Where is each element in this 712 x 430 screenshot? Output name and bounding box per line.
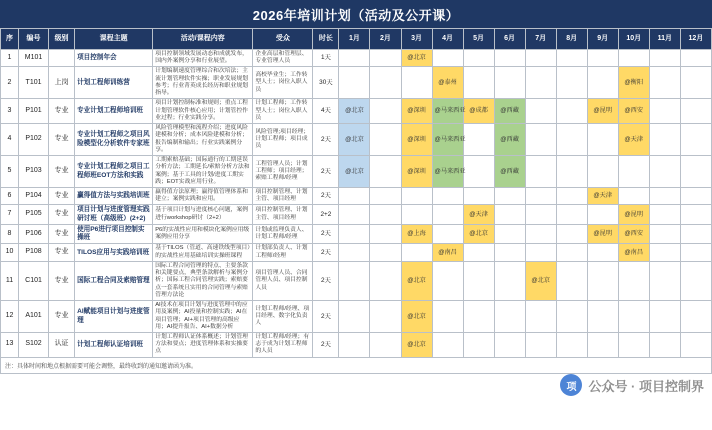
cell-month-10: @昆明 [618, 205, 649, 224]
cell-month-12 [680, 261, 711, 300]
cell-month-2 [370, 301, 401, 333]
cell-month-2 [370, 156, 401, 188]
cell-month-3 [401, 205, 432, 224]
column-header-seq: 序 [1, 29, 19, 50]
cell-audience: 计划工程师/经理；有志于成为计划工程师的人员 [253, 332, 313, 357]
cell-month-6: @西藏 [494, 124, 525, 156]
table-header-row [1, 29, 712, 50]
column-header-level: 级别 [49, 29, 75, 50]
cell-month-10: @天津 [618, 124, 649, 156]
cell-month-8 [556, 244, 587, 261]
cell-topic: 计划工程师认证培训班 [75, 332, 153, 357]
cell-month-1 [339, 244, 370, 261]
cell-month-8 [556, 67, 587, 99]
cell-audience: 高校毕业生；工作转型人士；岗位入职人员 [253, 67, 313, 99]
cell-month-1 [339, 50, 370, 67]
cell-month-1: @北京 [339, 99, 370, 124]
cell-month-12 [680, 332, 711, 357]
cell-month-11 [649, 301, 680, 333]
cell-month-10: @西安 [618, 99, 649, 124]
cell-duration: 2天 [313, 301, 339, 333]
cell-month-2 [370, 99, 401, 124]
cell-month-12 [680, 156, 711, 188]
table-row [1, 187, 712, 204]
table-row [1, 99, 712, 124]
column-header-m3: 3月 [401, 29, 432, 50]
cell-duration: 2天 [313, 156, 339, 188]
cell-month-1 [339, 205, 370, 224]
cell-month-11 [649, 67, 680, 99]
cell-month-10 [618, 50, 649, 67]
cell-month-11 [649, 261, 680, 300]
cell-month-4 [432, 224, 463, 243]
cell-level: 认证 [49, 332, 75, 357]
cell-seq: 2 [1, 67, 19, 99]
cell-month-4: @马来西亚 [432, 156, 463, 188]
cell-month-8 [556, 261, 587, 300]
cell-month-6 [494, 261, 525, 300]
cell-month-6 [494, 301, 525, 333]
cell-month-9: @昆明 [587, 99, 618, 124]
cell-month-1 [339, 332, 370, 357]
table-row [1, 224, 712, 243]
table-body [1, 50, 712, 358]
cell-audience: 项目管理人员、合同管理人员、项目控制人员 [253, 261, 313, 300]
cell-audience: 计划工程师/经理、项目经理、数字化负责人 [253, 301, 313, 333]
cell-month-12 [680, 224, 711, 243]
cell-month-11 [649, 244, 680, 261]
cell-month-7 [525, 50, 556, 67]
cell-month-7 [525, 156, 556, 188]
cell-duration: 2天 [313, 224, 339, 243]
cell-month-9 [587, 50, 618, 67]
cell-duration: 2+2 [313, 205, 339, 224]
cell-code: T101 [19, 67, 49, 99]
watermark-text: 公众号 · 项目控制界 [588, 378, 704, 394]
cell-audience: 项目控制管理、计划主管、项目经理 [253, 205, 313, 224]
watermark [560, 374, 704, 396]
cell-month-10 [618, 156, 649, 188]
column-header-m8: 8月 [556, 29, 587, 50]
cell-topic: 项目控制年会 [75, 50, 153, 67]
cell-month-9 [587, 205, 618, 224]
cell-month-4 [432, 50, 463, 67]
cell-topic: 专业计划工程师之项目风险模型化分析软件专家班 [75, 124, 153, 156]
cell-topic: 赢得值方法与实践培训班 [75, 187, 153, 204]
cell-month-7 [525, 332, 556, 357]
cell-level: 专业 [49, 205, 75, 224]
cell-audience: 计划或监理负责人、计划工程师/经理 [253, 224, 313, 243]
cell-month-2 [370, 224, 401, 243]
cell-topic: 计划工程师训练营 [75, 67, 153, 99]
cell-month-12 [680, 187, 711, 204]
cell-month-12 [680, 244, 711, 261]
cell-month-8 [556, 99, 587, 124]
cell-code: P105 [19, 205, 49, 224]
cell-month-9 [587, 156, 618, 188]
cell-code: A101 [19, 301, 49, 333]
cell-code: S102 [19, 332, 49, 357]
cell-audience: 项目控制管理、计划主管、项目经理 [253, 187, 313, 204]
cell-level: 专业 [49, 301, 75, 333]
cell-code: P106 [19, 224, 49, 243]
cell-month-6 [494, 244, 525, 261]
cell-month-11 [649, 156, 680, 188]
cell-month-7 [525, 124, 556, 156]
cell-level: 专业 [49, 224, 75, 243]
cell-month-6 [494, 205, 525, 224]
column-header-m9: 9月 [587, 29, 618, 50]
table-row [1, 156, 712, 188]
cell-month-3: @深圳 [401, 99, 432, 124]
cell-month-1: @北京 [339, 156, 370, 188]
cell-seq: 13 [1, 332, 19, 357]
cell-month-6: @西藏 [494, 156, 525, 188]
cell-month-3: @北京 [401, 332, 432, 357]
cell-topic: AI赋能项目计划与进度管理 [75, 301, 153, 333]
cell-month-5 [463, 124, 494, 156]
cell-month-10 [618, 301, 649, 333]
cell-month-4 [432, 332, 463, 357]
cell-month-1 [339, 67, 370, 99]
cell-month-12 [680, 205, 711, 224]
cell-month-8 [556, 224, 587, 243]
cell-month-2 [370, 205, 401, 224]
cell-month-12 [680, 301, 711, 333]
cell-month-5 [463, 244, 494, 261]
cell-month-1 [339, 224, 370, 243]
cell-month-2 [370, 244, 401, 261]
cell-level: 专业 [49, 187, 75, 204]
cell-month-2 [370, 332, 401, 357]
cell-month-3: @北京 [401, 261, 432, 300]
cell-month-9 [587, 301, 618, 333]
cell-month-7 [525, 187, 556, 204]
cell-month-2 [370, 50, 401, 67]
table-row [1, 332, 712, 357]
column-header-m5: 5月 [463, 29, 494, 50]
cell-month-4: @马来西亚 [432, 124, 463, 156]
cell-duration: 2天 [313, 261, 339, 300]
cell-month-5: @北京 [463, 224, 494, 243]
cell-month-7 [525, 301, 556, 333]
cell-month-10 [618, 261, 649, 300]
cell-content: 风险管理模型和流程介绍；进度风险建模和分析；成本风险建模和分析；报告编制和输出；行业实践案例分享。 [153, 124, 253, 156]
cell-month-1: @北京 [339, 124, 370, 156]
training-plan-table [0, 28, 712, 358]
cell-topic: 使用P6进行项目控制实操班 [75, 224, 153, 243]
cell-month-2 [370, 187, 401, 204]
cell-code: P103 [19, 156, 49, 188]
cell-month-7 [525, 244, 556, 261]
cell-level: 专业 [49, 261, 75, 300]
cell-month-10 [618, 187, 649, 204]
page-title [0, 0, 712, 28]
cell-month-12 [680, 99, 711, 124]
cell-level: 专业 [49, 99, 75, 124]
cell-level: 上岗 [49, 67, 75, 99]
cell-content: 基于TILOS（管道、高速铁线型项目）的实战性应用基础培训实操班课程 [153, 244, 253, 261]
cell-audience: 企业高层和管理层、专业管理人员 [253, 50, 313, 67]
column-header-m2: 2月 [370, 29, 401, 50]
column-header-dur: 时长 [313, 29, 339, 50]
cell-topic: 专业计划工程师培训班 [75, 99, 153, 124]
column-header-topic: 课程主题 [75, 29, 153, 50]
cell-month-4: @马来西亚 [432, 99, 463, 124]
table-row [1, 124, 712, 156]
cell-month-5 [463, 156, 494, 188]
column-header-code: 编号 [19, 29, 49, 50]
cell-month-11 [649, 332, 680, 357]
cell-topic: 项目计划与进度管理实践研讨班（高级班）(2+2) [75, 205, 153, 224]
cell-seq: 12 [1, 301, 19, 333]
cell-month-9 [587, 261, 618, 300]
cell-month-5 [463, 50, 494, 67]
cell-audience: 工程管理人员；计划工程师；项目经理；索赔工程师/经理 [253, 156, 313, 188]
cell-month-3: @北京 [401, 50, 432, 67]
cell-month-6 [494, 187, 525, 204]
cell-seq: 5 [1, 156, 19, 188]
column-header-m11: 11月 [649, 29, 680, 50]
cell-content: 赢得值方法原理；赢得值管理体系和建立；案例实践和应用。 [153, 187, 253, 204]
cell-month-8 [556, 124, 587, 156]
column-header-m1: 1月 [339, 29, 370, 50]
cell-month-11 [649, 205, 680, 224]
cell-month-1 [339, 301, 370, 333]
table-row [1, 261, 712, 300]
cell-month-11 [649, 50, 680, 67]
cell-month-9 [587, 332, 618, 357]
cell-seq: 10 [1, 244, 19, 261]
cell-seq: 7 [1, 205, 19, 224]
cell-level [49, 50, 75, 67]
cell-month-1 [339, 187, 370, 204]
cell-seq: 6 [1, 187, 19, 204]
cell-seq: 11 [1, 261, 19, 300]
cell-month-5 [463, 187, 494, 204]
column-header-m4: 4月 [432, 29, 463, 50]
cell-month-3 [401, 244, 432, 261]
cell-month-8 [556, 301, 587, 333]
cell-topic: 专业计划工程师之项目工程师班EOT方法和实践 [75, 156, 153, 188]
cell-month-7 [525, 205, 556, 224]
cell-month-6 [494, 332, 525, 357]
cell-month-6 [494, 50, 525, 67]
cell-code: M101 [19, 50, 49, 67]
cell-duration: 2天 [313, 187, 339, 204]
cell-code: P102 [19, 124, 49, 156]
cell-month-2 [370, 261, 401, 300]
cell-content: 国际工程合同管理的特点、主要条款和关键要点，典型条款解析与案例分析；国际工程合同管理实践；索赔要点一套系统且实用的合同管理与索赔管理方法论 [153, 261, 253, 300]
column-header-content: 活动/课程内容 [153, 29, 253, 50]
cell-month-3 [401, 67, 432, 99]
cell-code: P108 [19, 244, 49, 261]
cell-month-7 [525, 224, 556, 243]
cell-level: 专业 [49, 244, 75, 261]
cell-audience: 计划工程师；工作转型人士；岗位入职人员 [253, 99, 313, 124]
cell-month-10: @西安 [618, 224, 649, 243]
cell-month-5 [463, 301, 494, 333]
cell-month-9: @天津 [587, 187, 618, 204]
cell-month-5 [463, 332, 494, 357]
cell-duration: 2天 [313, 332, 339, 357]
cell-month-11 [649, 99, 680, 124]
cell-month-10: @南昌 [618, 244, 649, 261]
table-footnote: 注：具体时间和地点根据需要可能会调整，最终收到的通知邀请函为准。 [0, 358, 712, 374]
cell-month-6 [494, 224, 525, 243]
cell-month-12 [680, 67, 711, 99]
cell-month-6 [494, 67, 525, 99]
cell-month-6: @西藏 [494, 99, 525, 124]
cell-duration: 2天 [313, 124, 339, 156]
cell-month-8 [556, 187, 587, 204]
table-row [1, 301, 712, 333]
cell-month-11 [649, 124, 680, 156]
cell-duration: 2天 [313, 244, 339, 261]
cell-duration: 4天 [313, 99, 339, 124]
cell-audience: 风险管理;项目经理；计划工程师；项目成员 [253, 124, 313, 156]
cell-month-4: @南昌 [432, 244, 463, 261]
cell-month-12 [680, 50, 711, 67]
cell-month-3: @深圳 [401, 156, 432, 188]
cell-duration: 30天 [313, 67, 339, 99]
cell-month-11 [649, 187, 680, 204]
cell-code: C101 [19, 261, 49, 300]
cell-month-11 [649, 224, 680, 243]
column-header-m10: 10月 [618, 29, 649, 50]
cell-month-9 [587, 67, 618, 99]
cell-topic: TILOS应用与实践培训班 [75, 244, 153, 261]
cell-content: 项目控制领域发展动态和成就发布，国内外案例分享和行业展望。 [153, 50, 253, 67]
cell-seq: 8 [1, 224, 19, 243]
cell-month-9 [587, 124, 618, 156]
cell-month-10: @衡阳 [618, 67, 649, 99]
cell-month-12 [680, 124, 711, 156]
cell-level: 专业 [49, 124, 75, 156]
page-title-text: 2026年培训计划（活动及公开课） [252, 7, 460, 23]
cell-month-7 [525, 99, 556, 124]
cell-audience: 计划部负责人、计划工程师/经理 [253, 244, 313, 261]
cell-content: 工期索赔基础；国际通行的工期延误分析方法；工期延长/索赔分析方法和案例；基于工具的计划/进度工期实践；EOT实战应用行业。 [153, 156, 253, 188]
table-row [1, 50, 712, 67]
cell-month-5 [463, 261, 494, 300]
column-header-m7: 7月 [525, 29, 556, 50]
cell-month-5 [463, 67, 494, 99]
cell-month-4: @泰州 [432, 67, 463, 99]
table-row [1, 205, 712, 224]
table-row [1, 67, 712, 99]
cell-month-2 [370, 67, 401, 99]
cell-level: 专业 [49, 156, 75, 188]
cell-month-5: @成都 [463, 99, 494, 124]
cell-seq: 4 [1, 124, 19, 156]
cell-month-9: @昆明 [587, 224, 618, 243]
cell-month-8 [556, 205, 587, 224]
cell-month-8 [556, 332, 587, 357]
cell-month-2 [370, 124, 401, 156]
cell-month-4 [432, 187, 463, 204]
cell-month-1 [339, 261, 370, 300]
table-row [1, 244, 712, 261]
cell-month-4 [432, 205, 463, 224]
cell-content: 项目计划控制标准和规则；重点工程计划管理软件核心应用；计划管控作业过程；行业实践分享。 [153, 99, 253, 124]
cell-month-4 [432, 261, 463, 300]
cell-month-3 [401, 187, 432, 204]
column-header-m12: 12月 [680, 29, 711, 50]
cell-month-9 [587, 244, 618, 261]
cell-content: 基于项目计划与进度核心问题，案例进行workshop研讨（2+2） [153, 205, 253, 224]
cell-seq: 3 [1, 99, 19, 124]
cell-month-10 [618, 332, 649, 357]
cell-month-8 [556, 50, 587, 67]
cell-month-7: @北京 [525, 261, 556, 300]
table-header [1, 29, 712, 50]
cell-month-4 [432, 301, 463, 333]
cell-content: P6的实战性应用和模块化案例应用级案例应用分享 [153, 224, 253, 243]
cell-month-3: @北京 [401, 301, 432, 333]
cell-content: 计划工程师认证体系概述；计划管理方法和要点；进度管理体系和实操要点 [153, 332, 253, 357]
cell-topic: 国际工程合同及索赔管理 [75, 261, 153, 300]
cell-month-3: @深圳 [401, 124, 432, 156]
cell-code: P101 [19, 99, 49, 124]
cell-seq: 1 [1, 50, 19, 67]
cell-duration: 1天 [313, 50, 339, 67]
watermark-logo-icon: 项 [560, 374, 582, 396]
cell-content: 计划编制速度管理综合和次培法；主流计划管理软件实操；职业发展规划参考；行业菁英成长经历和职业规划指导。 [153, 67, 253, 99]
cell-month-3: @上海 [401, 224, 432, 243]
column-header-m6: 6月 [494, 29, 525, 50]
cell-month-8 [556, 156, 587, 188]
cell-content: AI技术在项目计划与进度管理中的应用及案例；AI投量和控制实践；AI在项目管理；AI+项目管理的高级应用；AI提升报告、AI+数据分析 [153, 301, 253, 333]
column-header-aud: 受众 [253, 29, 313, 50]
cell-code: P104 [19, 187, 49, 204]
cell-month-5: @天津 [463, 205, 494, 224]
cell-month-7 [525, 67, 556, 99]
